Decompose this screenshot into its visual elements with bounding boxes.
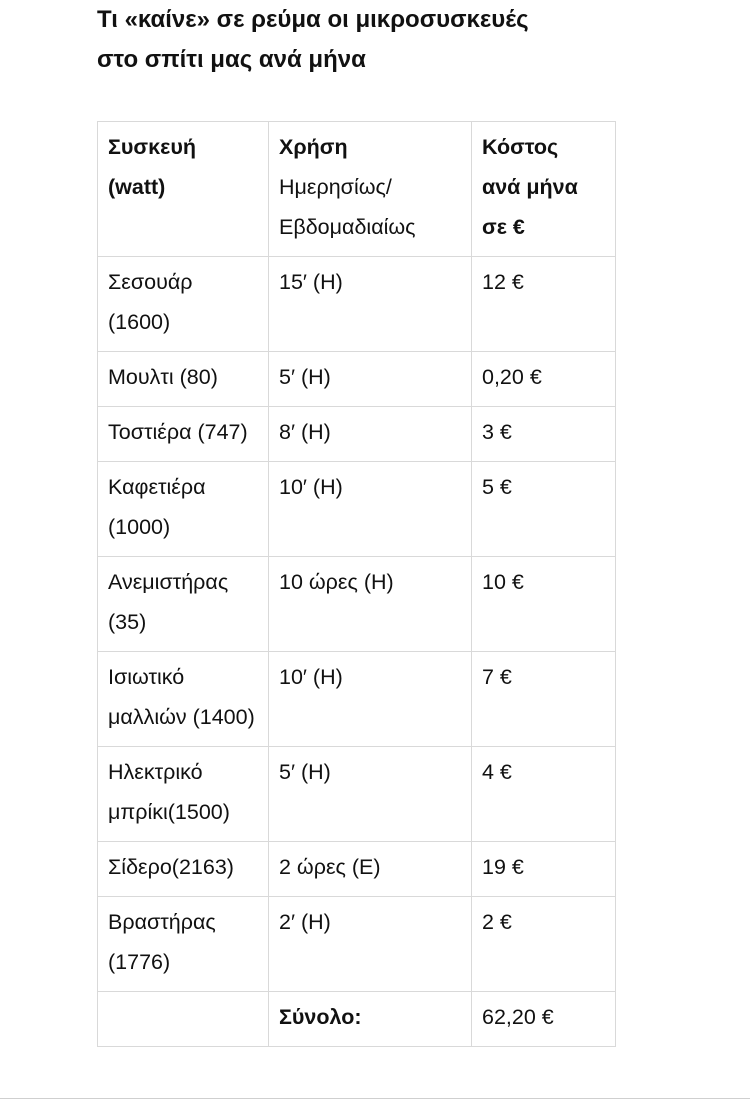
table-row <box>98 352 616 407</box>
total-row <box>98 992 616 1047</box>
cost-cell: 2 € <box>472 897 616 992</box>
bottom-divider <box>0 1098 750 1099</box>
table-row <box>98 462 616 557</box>
page-title <box>97 0 717 80</box>
device-cell: Βραστήρας (1776) <box>98 897 269 992</box>
table-row <box>98 652 616 747</box>
header-device: Συσκευή (watt) <box>98 122 269 257</box>
usage-cell: 5′ (Η) <box>269 747 472 842</box>
title-line-2: στο σπίτι μας ανά μήνα <box>97 46 366 73</box>
device-cell: Καφετιέρα (1000) <box>98 462 269 557</box>
device-cell: Ισιωτικό μαλλιών (1400) <box>98 652 269 747</box>
usage-cell: 10′ (Η) <box>269 652 472 747</box>
usage-cell: 8′ (Η) <box>269 407 472 462</box>
cost-cell: 7 € <box>472 652 616 747</box>
usage-cell: 2′ (Η) <box>269 897 472 992</box>
usage-cell: 2 ώρες (Ε) <box>269 842 472 897</box>
usage-cell: 5′ (Η) <box>269 352 472 407</box>
total-label: Σύνολο: <box>269 992 472 1047</box>
table-row <box>98 842 616 897</box>
cost-cell: 4 € <box>472 747 616 842</box>
table-row <box>98 897 616 992</box>
cost-cell: 19 € <box>472 842 616 897</box>
device-cell: Τοστιέρα (747) <box>98 407 269 462</box>
title-line-1: Τι «καίνε» σε ρεύμα οι μικροσυσκευές <box>97 6 529 33</box>
device-cell: Μουλτι (80) <box>98 352 269 407</box>
appliance-cost-table <box>97 121 616 1047</box>
device-cell: Σεσουάρ (1600) <box>98 257 269 352</box>
table-row <box>98 407 616 462</box>
total-empty-cell <box>98 992 269 1047</box>
cost-cell: 5 € <box>472 462 616 557</box>
cost-cell: 12 € <box>472 257 616 352</box>
table-row <box>98 557 616 652</box>
device-cell: Σίδερο(2163) <box>98 842 269 897</box>
table-row <box>98 257 616 352</box>
device-cell: Ηλεκτρικό μπρίκι(1500) <box>98 747 269 842</box>
header-usage: Χρήση Ημερησίως/ Εβδομαδιαίως <box>269 122 472 257</box>
header-cost: Κόστος ανά μήνα σε € <box>472 122 616 257</box>
device-cell: Ανεμιστήρας (35) <box>98 557 269 652</box>
usage-cell: 10 ώρες (Η) <box>269 557 472 652</box>
cost-cell: 0,20 € <box>472 352 616 407</box>
usage-cell: 10′ (Η) <box>269 462 472 557</box>
table-row <box>98 747 616 842</box>
total-value: 62,20 € <box>472 992 616 1047</box>
cost-cell: 10 € <box>472 557 616 652</box>
cost-cell: 3 € <box>472 407 616 462</box>
usage-cell: 15′ (Η) <box>269 257 472 352</box>
table-header-row <box>98 122 616 257</box>
